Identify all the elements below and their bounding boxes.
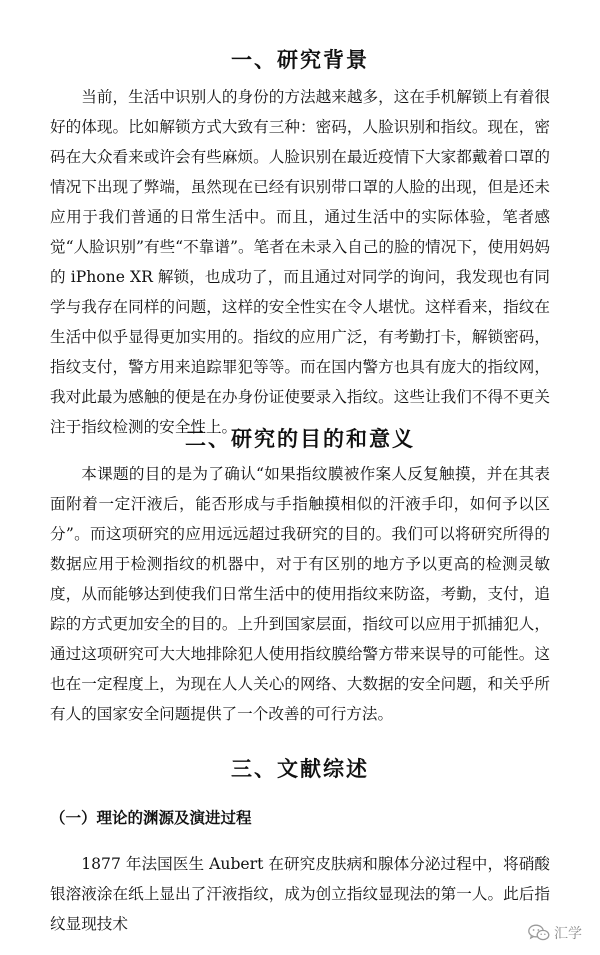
section-title-literature-review: 三、文献综述 <box>231 757 369 781</box>
subheading-theory-origin: （一）理论的渊源及演进过程 <box>50 809 252 827</box>
paragraph-literature-review: 1877 年法国医生 Aubert 在研究皮肤病和腺体分泌过程中，将硝酸银溶液涂在纸上显出了汗液指纹，成为创立指纹显现法的第一人。此后指纹显现技术 <box>50 855 550 933</box>
watermark-label: 汇学 <box>554 926 582 942</box>
paragraph-purpose-significance: 本课题的目的是为了确认“如果指纹膜被作案人反复触摸，并在其表面附着一定汗液后，能否形成与手指触摸相似的汗液手印，如何予以区分”。而这项研究的应用远远超过我研究的目的。我们可以将研究所得的数据应用于检测指纹的机器中，对于有区别的地方予以更高的检测灵敏度，从而能够达到使我们日常生活中的使用指纹来防盗，考勤，支付，追踪的方式更加安全的目的。上升到国家层面，指纹可以应用于抓捕犯人，通过这项研究可大大地排除犯人使用指纹膜给警方带来误导的可能性。这也在一定程度上，为现在人人关心的网络、大数据的安全问题，和关乎所有人的国家安全问题提供了一个改善的可行方法。 <box>50 465 550 723</box>
section-title-research-background: 一、研究背景 <box>231 48 369 72</box>
paragraph-research-background: 当前，生活中识别人的身份的方法越来越多，这在手机解锁上有着很好的体现。比如解锁方式大致有三种：密码，人脸识别和指纹。现在，密码在大众看来或许会有些麻烦。人脸识别在最近疫情下大家都戴着口罩的情况下出现了弊端，虽然现在已经有识别带口罩的人脸的出现，但是还未应用于我们普通的日常生活中。而且，通过生活中的实际体验，笔者感觉“人脸识别”有些“不靠谱”。笔者在未录入自己的脸的情况下，使用妈妈的 iPhone XR 解锁，也成功了，而且通过对同学的询问，我发现也有同学与我存在同样的问题，这样的安全性实在令人堪忧。这样看来，指纹在生活中似乎显得更加实用的。指纹的应用广泛，有考勤打卡，解锁密码，指纹支付，警方用来追踪罪犯等等。而在国内警方也具有庞大的指纹网，我对此最为感触的便是在办身份证使要录入指纹。这些让我们不得不更关注于指纹检测的安全性上。 <box>50 88 550 436</box>
section-title-purpose-significance: 二、研究的目的和意义 <box>185 427 415 451</box>
wechat-icon <box>528 924 550 942</box>
watermark <box>528 923 582 943</box>
